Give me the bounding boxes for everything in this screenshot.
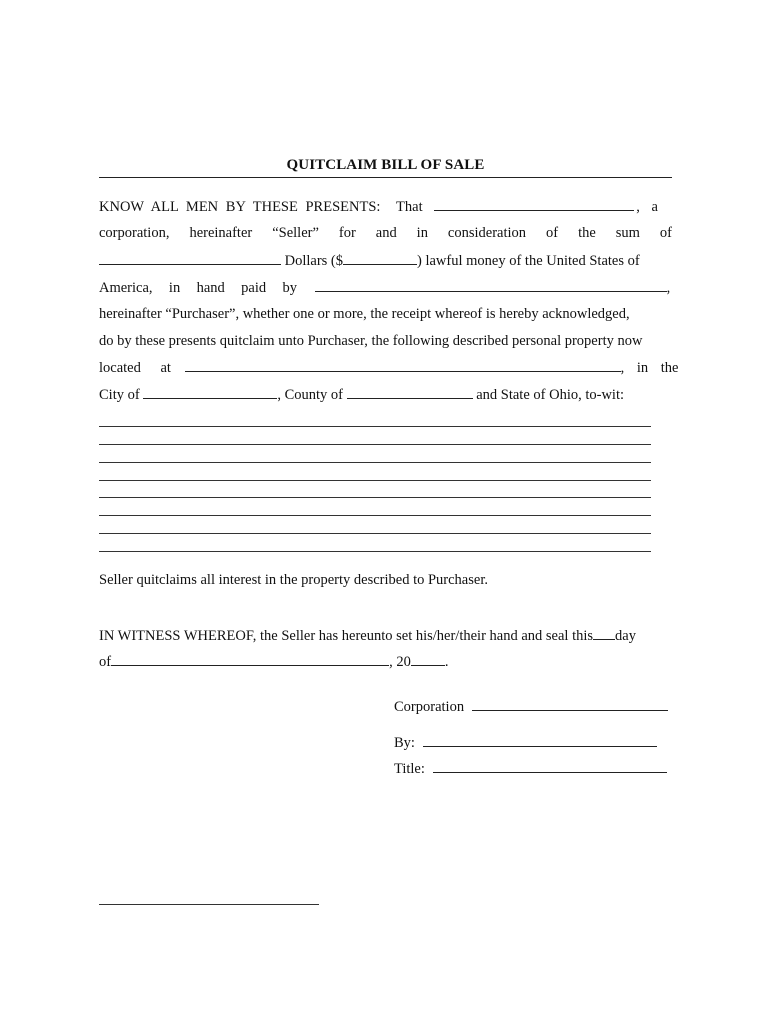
word: of: [546, 225, 559, 241]
word: hereinafter: [189, 225, 253, 241]
that-text: That: [396, 199, 423, 215]
word: hand: [196, 280, 225, 296]
word: America,: [99, 280, 153, 296]
word: paid: [241, 280, 267, 296]
word: in: [416, 225, 428, 241]
by-label: By:: [394, 735, 415, 751]
county-of-text: , County of: [277, 387, 343, 403]
word: consideration: [447, 225, 527, 241]
the-text: the: [660, 360, 679, 376]
at-text: at: [160, 360, 171, 376]
word: in: [168, 280, 181, 296]
in-text: in: [636, 360, 649, 376]
property-description-line[interactable]: [99, 551, 651, 552]
word: the: [578, 225, 596, 241]
of-text: of: [99, 654, 112, 670]
city-blank[interactable]: [143, 385, 277, 399]
america-words: [99, 279, 297, 297]
property-description-line[interactable]: [99, 480, 651, 481]
amount-words-blank[interactable]: [99, 251, 281, 265]
title-blank[interactable]: [433, 759, 667, 773]
property-description-line[interactable]: [99, 444, 651, 445]
para1-line7: [99, 358, 679, 376]
footer-signature-line[interactable]: [99, 904, 319, 905]
title-line: [394, 759, 674, 777]
county-blank[interactable]: [347, 385, 473, 399]
witness-line1: [99, 626, 672, 644]
para1-line3: [99, 251, 672, 269]
word: sum: [615, 225, 640, 241]
word: of: [659, 225, 672, 241]
seller-quitclaim-statement: Seller quitclaims all interest in the property described to Purchaser.: [99, 572, 488, 588]
property-description-line[interactable]: [99, 533, 651, 534]
para1-line2: [99, 224, 672, 242]
para1-line1: [99, 197, 672, 215]
word: corporation,: [99, 225, 170, 241]
comma-text: ,: [666, 280, 671, 296]
property-description-line[interactable]: [99, 497, 651, 498]
day-text: day: [615, 628, 636, 644]
by-line: [394, 733, 674, 751]
year-prefix-text: , 20: [389, 654, 411, 670]
word: by: [282, 280, 297, 296]
location-blank[interactable]: [185, 358, 621, 372]
located-text: located: [99, 360, 141, 376]
property-description-line[interactable]: [99, 426, 651, 427]
para1-line8: [99, 385, 672, 403]
word: for: [338, 225, 356, 241]
document-title: QUITCLAIM BILL OF SALE: [286, 157, 485, 173]
city-of-text: City of: [99, 387, 140, 403]
para1-line6: do by these presents quitclaim unto Purchaser, the following described personal property now: [99, 333, 643, 349]
lawful-money-text: ) lawful money of the United States of: [417, 253, 640, 269]
para1-line5: hereinafter “Purchaser”, whether one or more, the receipt whereof is hereby acknowledged,: [99, 306, 630, 322]
state-ohio-text: and State of Ohio, to-wit:: [476, 387, 625, 403]
corporation-label: Corporation: [394, 699, 465, 715]
comma-a-text: , a: [636, 199, 658, 215]
dollars-text: Dollars ($: [284, 253, 344, 269]
title-label: Title:: [394, 761, 425, 777]
period-text: .: [444, 654, 449, 670]
word: and: [375, 225, 397, 241]
seller-name-blank[interactable]: [434, 197, 634, 211]
property-description-line[interactable]: [99, 515, 651, 516]
purchaser-name-blank[interactable]: [315, 278, 667, 292]
day-blank[interactable]: [593, 626, 615, 640]
amount-figure-blank[interactable]: [343, 251, 417, 265]
para1-line4: [99, 278, 672, 296]
year-blank[interactable]: [411, 652, 445, 666]
by-signature-blank[interactable]: [423, 733, 657, 747]
corporation-line: [394, 697, 674, 715]
title-underline: [99, 177, 672, 178]
witness-text: IN WITNESS WHEREOF, the Seller has hereunto set his/her/their hand and seal this: [99, 628, 594, 644]
corporation-blank[interactable]: [472, 697, 668, 711]
month-blank[interactable]: [111, 652, 389, 666]
word: “Seller”: [272, 225, 319, 241]
witness-line2: [99, 652, 672, 670]
know-all-men-text: KNOW ALL MEN BY THESE PRESENTS:: [99, 199, 381, 215]
comma-text: ,: [620, 360, 625, 376]
property-description-line[interactable]: [99, 462, 651, 463]
